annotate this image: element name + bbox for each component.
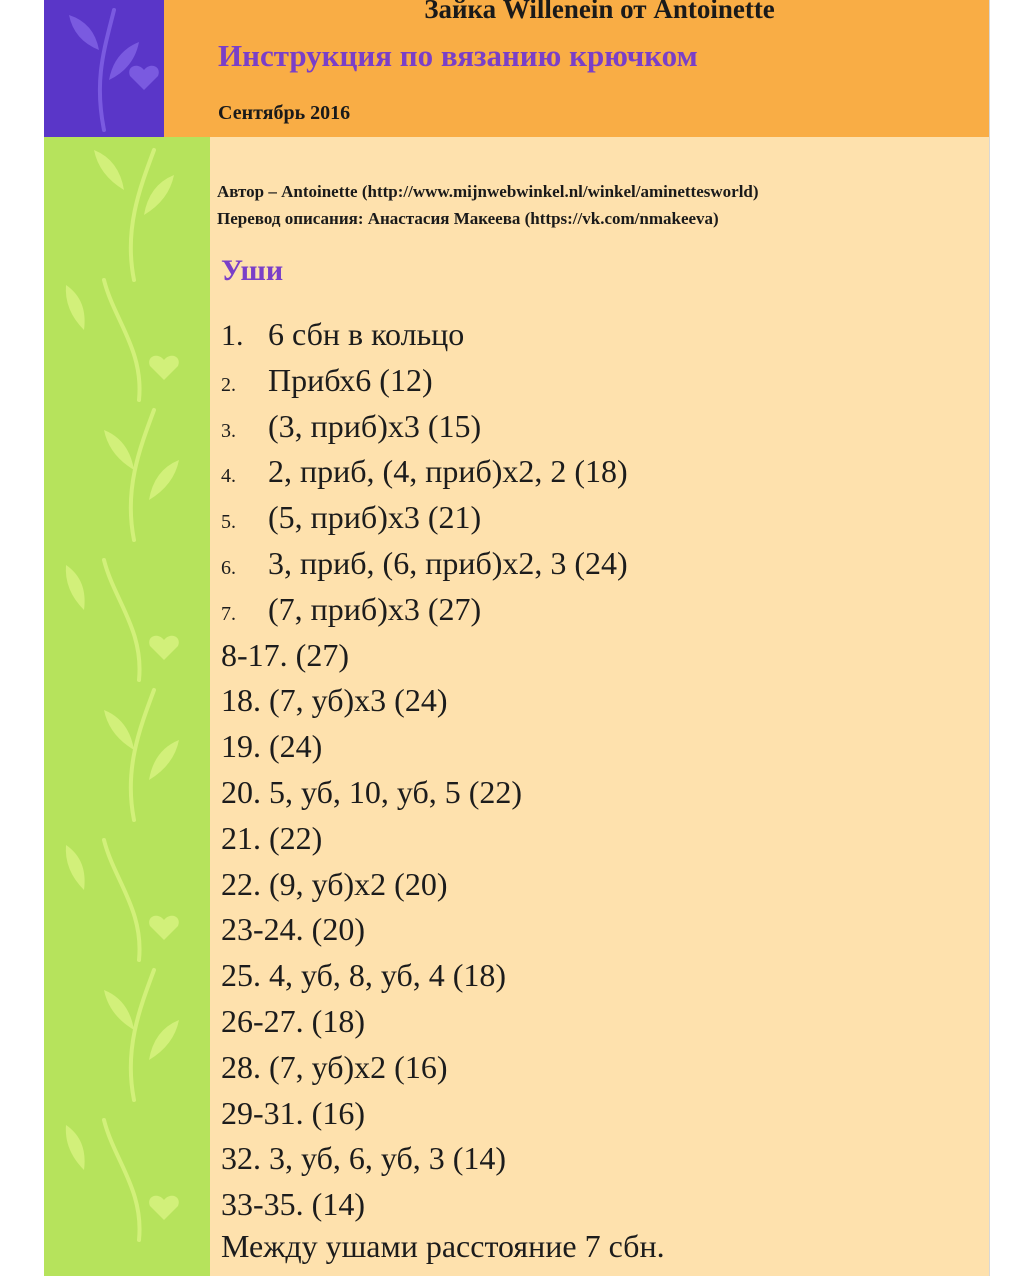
credits	[217, 178, 759, 232]
row-text: 26-27. (18)	[221, 1002, 365, 1039]
list-item	[221, 678, 628, 724]
list-item	[221, 770, 628, 816]
row-number: 2.	[221, 373, 236, 396]
list-item	[221, 404, 628, 450]
page-subtitle: Инструкция по вязанию крючком	[218, 38, 698, 73]
row-number: 7.	[221, 602, 236, 625]
list-item	[221, 449, 628, 495]
row-number: 4.	[221, 465, 236, 488]
row-text: 18. (7, уб)х3 (24)	[221, 682, 448, 719]
row-text: 6 сбн в кольцо	[268, 316, 465, 352]
list-item	[221, 1136, 628, 1182]
row-text: 2, приб, (4, приб)х2, 2 (18)	[268, 453, 628, 490]
publication-date: Сентябрь 2016	[218, 102, 351, 124]
decorative-sidebar	[44, 0, 210, 1276]
row-text: 8-17. (27)	[221, 636, 349, 673]
row-text: 21. (22)	[221, 819, 323, 856]
page-margin-left	[0, 0, 44, 1276]
pattern-title: Зайка Willenein от Antoinette	[424, 0, 775, 24]
footer-note: Между ушами расстояние 7 сбн.	[221, 1228, 665, 1264]
row-text: 28. (7, уб)х2 (16)	[221, 1048, 448, 1085]
list-item	[221, 358, 628, 404]
list-item	[221, 633, 628, 679]
translation-credit: Перевод описания: Анастасия Макеева (https://vk.com/nmakeeva)	[217, 209, 719, 228]
row-text: Прибх6 (12)	[268, 361, 433, 398]
author-credit: Автор – Antoinette (http://www.mijnwebwinkel.nl/winkel/aminettesworld)	[217, 182, 759, 201]
row-text: (5, приб)х3 (21)	[268, 499, 482, 536]
list-item	[221, 862, 628, 908]
list-item	[221, 312, 628, 358]
row-text: 3, приб, (6, приб)х2, 3 (24)	[268, 544, 628, 581]
list-item	[221, 1182, 628, 1228]
list-item	[221, 907, 628, 953]
list-item	[221, 724, 628, 770]
leaf-pattern-icon	[44, 0, 164, 137]
row-number: 3.	[221, 419, 236, 442]
list-item	[221, 1045, 628, 1091]
row-text: 33-35. (14)	[221, 1186, 365, 1223]
leaf-pattern-icon	[44, 0, 210, 1276]
row-text: 25. 4, уб, 8, уб, 4 (18)	[221, 957, 507, 994]
row-text: (7, приб)х3 (27)	[268, 590, 482, 627]
list-item	[221, 999, 628, 1045]
row-text: 19. (24)	[221, 728, 323, 765]
row-number: 6.	[221, 556, 236, 579]
row-text: 23-24. (20)	[221, 911, 365, 948]
list-item	[221, 495, 628, 541]
page-margin-right	[989, 0, 1024, 1276]
row-number: 1.	[221, 319, 244, 352]
list-item	[221, 587, 628, 633]
decorative-purple-block	[44, 0, 164, 137]
list-item	[221, 953, 628, 999]
instruction-list	[221, 312, 628, 1228]
row-number: 5.	[221, 511, 236, 534]
row-text: (3, приб)х3 (15)	[268, 407, 482, 444]
row-text: 22. (9, уб)х2 (20)	[221, 865, 448, 902]
row-text: 20. 5, уб, 10, уб, 5 (22)	[221, 773, 523, 810]
row-text: 29-31. (16)	[221, 1094, 365, 1131]
list-item	[221, 1091, 628, 1137]
list-item	[221, 816, 628, 862]
list-item	[221, 541, 628, 587]
row-text: 32. 3, уб, 6, уб, 3 (14)	[221, 1140, 507, 1177]
section-heading: Уши	[221, 254, 284, 287]
